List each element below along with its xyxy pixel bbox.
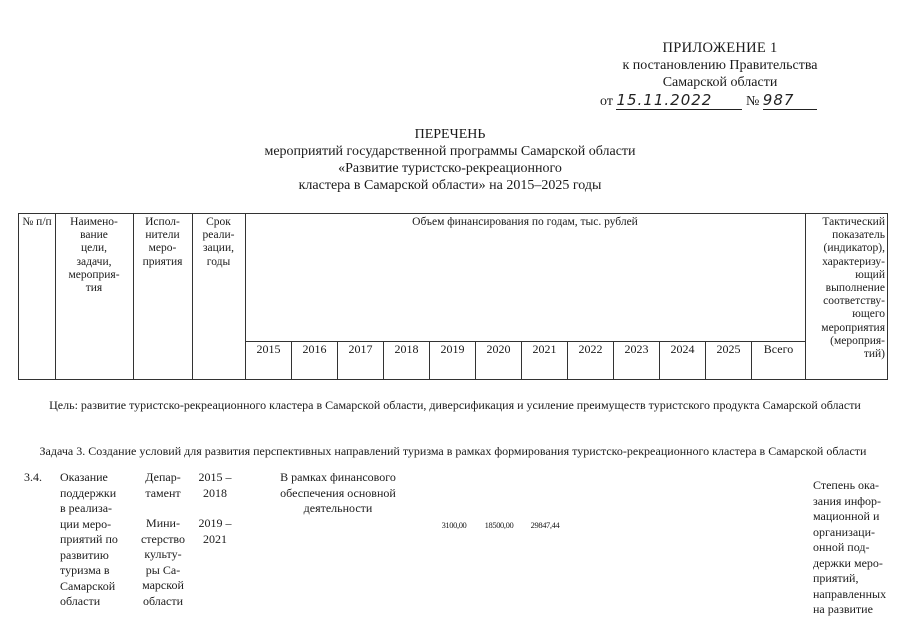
header-indicator: Тактический показатель (индикатор), характеризу- ющий выполнение соответству- ющего мероприятия (мероприя- тий) (821, 216, 885, 361)
heading-line-2: «Развитие туристско-рекреационного (338, 161, 562, 176)
year-2021: 2021 (532, 342, 557, 356)
row-indicator: Степень ока- зания инфор- мационной и организаци- онной под- держки меро- приятий, направленных на развитие (813, 478, 887, 616)
row-term-2: 2019 – 2021 (198, 516, 232, 546)
header-executor: Испол- нители меро- приятия (142, 216, 183, 268)
number-prefix: № (745, 94, 760, 109)
handwritten-number: 987 (762, 91, 795, 109)
row-term-1: 2015 – 2018 (198, 470, 232, 500)
year-2019: 2019 (440, 342, 465, 356)
heading-line-3: кластера в Самарской области» на 2015–2025 годы (298, 178, 602, 193)
row-executor-2: Мини- стерство культу- ры Са- марской области (140, 516, 186, 608)
task-text: Задача 3. Создание условий для развития перспективных направлений туризма в рамках формирования туристско-рекреационного кластера в Самарской области (39, 444, 867, 458)
appendix-line-1: к постановлению Правительства (622, 58, 818, 73)
row-num: 3.4. (24, 470, 42, 484)
header-funding: Объем финансирования по годам, тыс. рублей (412, 216, 638, 228)
value-2019: 3100,00 (441, 520, 467, 530)
row-name: Оказание поддержки в реализа- ции меро- приятий по развитию туризма в Самарской области (60, 470, 118, 608)
year-2023: 2023 (624, 342, 649, 356)
value-2020: 18500,00 (484, 520, 514, 530)
header-num: № п/п (22, 216, 52, 228)
value-2021: 29847,44 (530, 520, 560, 530)
year-total: Всего (763, 342, 794, 356)
year-2015: 2015 (256, 342, 281, 356)
header-term: Срок реали- зации, годы (202, 216, 235, 268)
heading-title: ПЕРЕЧЕНЬ (414, 127, 486, 142)
year-2025: 2025 (716, 342, 741, 356)
heading-line-1: мероприятий государственной программы Самарской области (264, 144, 636, 159)
table-header (18, 213, 888, 379)
header-name: Наимено- вание цели, задачи, мероприя- тия (68, 216, 120, 295)
date-prefix: от (600, 94, 613, 109)
appendix-line-2: Самарской области (662, 75, 778, 90)
row-executor-1: Депар- тамент (145, 470, 181, 500)
appendix-title: ПРИЛОЖЕНИЕ 1 (662, 40, 778, 56)
appendix-block (560, 40, 880, 91)
document-heading (150, 126, 750, 194)
year-2018: 2018 (394, 342, 419, 356)
decree-date-line (600, 93, 900, 110)
year-2022: 2022 (578, 342, 603, 356)
year-2016: 2016 (302, 342, 327, 356)
handwritten-date: 15.11.2022 (616, 91, 713, 109)
year-2017: 2017 (348, 342, 373, 356)
goal-text: Цель: развитие туристско-рекреационного кластера в Самарской области, диверсификация и усиление преимуществ туристского продукта Самарской области (49, 398, 861, 412)
row-funding-note: В рамках финансового обеспечения основной деятельности (280, 470, 396, 515)
year-2020: 2020 (486, 342, 511, 356)
year-2024: 2024 (670, 342, 695, 356)
